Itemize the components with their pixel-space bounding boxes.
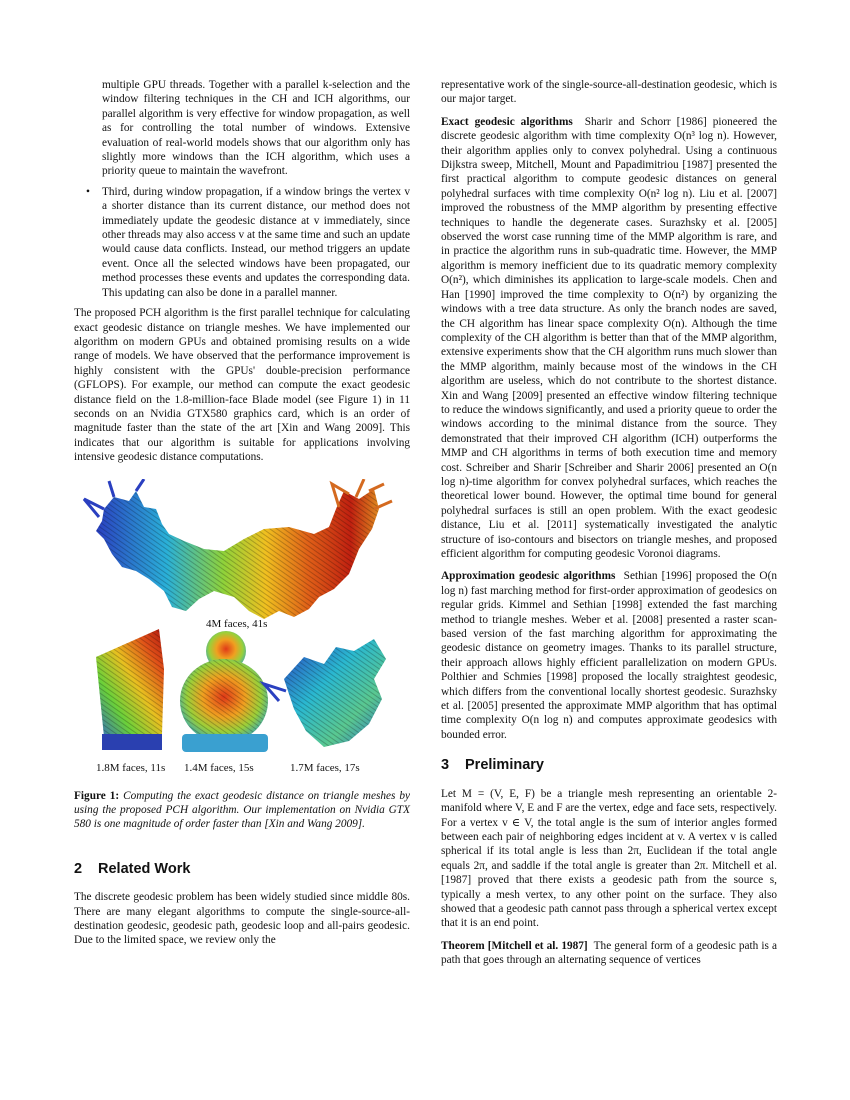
section-3-heading	[441, 758, 777, 772]
figure-caption	[74, 789, 410, 832]
figure-label-blade: 1.8M faces, 11s	[96, 761, 166, 774]
blade-model	[96, 629, 164, 750]
buddha-model	[180, 631, 268, 752]
figure-caption-text: Computing the exact geodesic distance on triangle meshes by using the proposed PCH algorithm. Our implementation on Nvidia GTX 580 is one magnitude of order faster than [Xin and Wang 2009].	[74, 789, 411, 831]
run-in-heading: Exact geodesic algorithms	[441, 115, 573, 128]
right-column	[441, 78, 777, 976]
intro-paragraph: The proposed PCH algorithm is the first parallel technique for calculating exact geodesic distance on triangle meshes. We have implemented our algorithm on modern GPUs and obtained promising results on a wide range of models. We have observed that the performance improvement is highly consistent with the GPUs' double-precision performance (GFLOPS). For example, our method can compute the exact geodesic distance field on the 1.8-million-face Blade model (see Figure 1) in 11 seconds on an Nvidia GTX580 graphics card, which is an order of magnitude faster than the state of the art [Xin and Wang 2009]. This indicates that our algorithm is suitable for applications involving intensive geodesic distance computations.	[74, 307, 410, 464]
bullet1-text: multiple GPU threads. Together with a parallel k-selection and the window filtering techniques in the CH and ICH algorithms, our parallel algorithm is very effective for window propagation, as well as for controlling the total number of windows. Extensive evaluation of real-world models shows that our algorithm only has slightly more windows than the ICH algorithm, which uses a priority queue to maintain the wavefront.	[102, 79, 410, 178]
paragraph-text: Sharir and Schorr [1986] pioneered the discrete geodesic algorithm with time complexity O(n³ log n). However, their algorithm applies only to convex polyhedral. Using a continuous Dijkstra sweep, Mitchell, Mount and Papadimitriou [1987] presented the first practical algorithm to compute geodesic distances on general polyhedral surfaces with time complexity O(n² log n). Liu et al. [2007] improved the robustness of the MMP algorithm by presenting effective techniques to handle the degenerate cases. Surazhsky et al. [2005] observed the worst case running time of the MMP algorithm is rare, and in practice the algorithm runs in sub-quadratic time. However, the MMP algorithm is memory inefficient due to its quadratic memory complexity O(n²), which diminishes its application to large-scale models. Chen and Han [1990] improved the time complexity to O(n²) by organizing the windows with a tree data structure. As only the branch nodes are saved, the CH algorithm has linear space complexity O(n). Although the time complexity of the CH algorithm is better than that of the MMP algorithm, extensive experiments show that the CH algorithm runs much slower than the MMP algorithm, mainly because most of the windows in the CH algorithm are useless, which do not contribute to the shortest distance. Xin and Wang [2009] presented an effective window filtering technique to reduce the windows significantly, and used a priority queue to order the windows according to the minimal distance from the source. They demonstrated that their improved CH algorithm (ICH) outperforms the MMP and CH algorithms in terms of both execution time and memory cost. Schreiber and Sharir [Schreiber and Sharir 2006] presented an O(n log n)-time algorithm for convex polyhedral surfaces, which reaches the theoretical lower bound. However, the optimal time bound for general polyhedral surfaces is still an open problem. With the exact geodesic distance, Liu et al. [2011] systematically investigated the analytic structure of iso-contours and bisectors on triangle meshes, and proposed efficient algorithm for computing geodesic Voronoi diagrams.	[441, 115, 777, 560]
section-number: 2	[74, 860, 83, 877]
run-in-heading: Theorem [Mitchell et al. 1987]	[441, 939, 588, 952]
dragon-model	[84, 479, 392, 619]
bullet-item	[74, 185, 410, 300]
figure-label-buddha: 1.4M faces, 15s	[184, 761, 254, 774]
preliminary-paragraph: Let M = (V, E, F) be a triangle mesh representing an orientable 2-manifold where V, E and F are the vertex, edge and face sets, respectively. For a vertex v ∈ V, the total angle is the sum of interior angles formed between each pair of neighboring edges incident at v. A vertex v is called spherical if its total angle is less than 2π, Euclidean if the total angle equals 2π, and saddle if the total angle is greater than 2π. Mitchell et al. [1987] proved that there exists a geodesic path from the source s, typically a mesh vertex, to any other point on the surface. They also showed that a geodesic path cannot pass through a spherical vertex except that it is an end point.	[441, 787, 777, 930]
section-2-heading	[74, 862, 410, 876]
run-in-heading: Approximation geodesic algorithms	[441, 570, 616, 583]
section-number: 3	[441, 757, 450, 774]
figure-label-dragon2: 1.7M faces, 17s	[290, 761, 360, 774]
approx-paragraph	[441, 569, 777, 742]
bullet-continuation	[74, 78, 410, 179]
continuation-paragraph: representative work of the single-source-all-destination geodesic, which is our major target.	[441, 79, 777, 106]
related-work-paragraph: The discrete geodesic problem has been widely studied since middle 80s. There are many elegant algorithms to compute the single-source-all-destination geodesic, geodesic path, geodesic loop and all-pairs geodesic. Due to the limited space, we review only the	[74, 891, 410, 947]
bullet2-text: Third, during window propagation, if a window brings the vertex v a shorter distance than its current distance, our method does not immediately update the geodesic distance at v immediately, since other threads may also access v at the same time and such an update would cause data conflicts. Instead, our method triggers an update event. Once all the selected windows have been propagated, our method processes these events and updates the corresponding data. This updating can also be done in a parallel manner.	[102, 185, 410, 299]
figure-1	[74, 479, 410, 779]
section-title: Preliminary	[465, 757, 544, 774]
left-column	[74, 78, 410, 956]
figure-caption-label: Figure 1:	[74, 789, 120, 802]
paragraph-text: The general form of a geodesic path is a path that goes through an alternating sequence of vertices	[441, 939, 777, 967]
dragon2-model	[264, 639, 386, 747]
paragraph-text: Sethian [1996] proposed the O(n log n) fast marching method for first-order approximation of geodesics on regular grids. Kimmel and Sethian [1998] extended the fast marching method to triangle meshes. Weber et al. [2008] presented a raster scan-based version of the fast marching algorithm for approximating the geodesic distance on geometry images. Thanks to its parallel structure, their approach allows highly efficient parallelization on modern GPUs. Polthier and Schmies [1998] proposed the locally straightest geodesic, which differs from the conventional locally shortest geodesic. Surazhsky et al. [2005] presented the approximate MMP algorithm that has optimal time complexity O(n log n) and computes approximate geodesics with bounded error.	[441, 570, 777, 741]
theorem-paragraph	[441, 939, 777, 968]
section-title: Related Work	[98, 860, 191, 877]
exact-paragraph	[441, 115, 777, 562]
bullet-icon: •	[86, 185, 90, 198]
figure-label-dragon: 4M faces, 41s	[206, 617, 268, 630]
